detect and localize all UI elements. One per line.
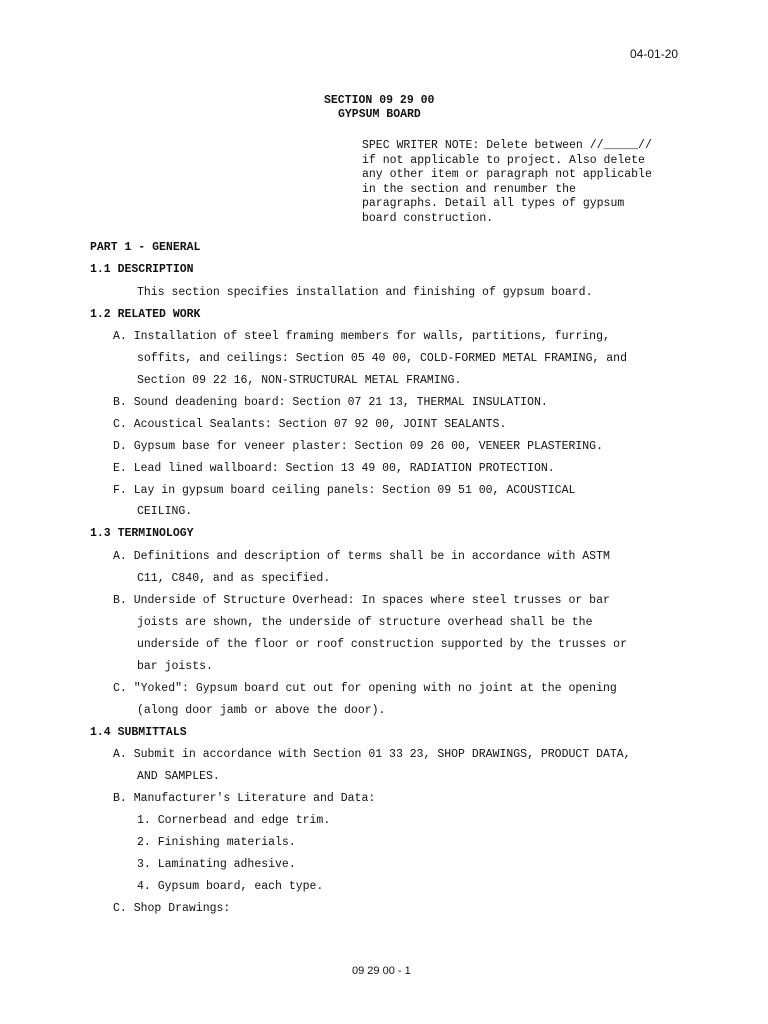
terminology-item-b: B. Underside of Structure Overhead: In spaces where steel trusses or bar <box>113 594 610 607</box>
terminology-item-a: A. Definitions and description of terms shall be in accordance with ASTM <box>113 550 610 563</box>
note-line: if not applicable to project. Also delete <box>362 154 645 167</box>
related-item-a: A. Installation of steel framing members for walls, partitions, furring, <box>113 330 610 343</box>
submittals-item-a-cont: AND SAMPLES. <box>137 770 220 783</box>
terminology-item-a-cont: C11, C840, and as specified. <box>137 572 331 585</box>
heading-description: 1.1 DESCRIPTION <box>90 263 194 276</box>
submittals-subitem: 1. Cornerbead and edge trim. <box>137 814 331 827</box>
related-item-d: D. Gypsum base for veneer plaster: Section 09 26 00, VENEER PLASTERING. <box>113 440 603 453</box>
note-line: SPEC WRITER NOTE: Delete between //_____// <box>362 139 652 152</box>
related-item-e: E. Lead lined wallboard: Section 13 49 00, RADIATION PROTECTION. <box>113 462 555 475</box>
related-item-a-cont: Section 09 22 16, NON-STRUCTURAL METAL FRAMING. <box>137 374 462 387</box>
related-item-f: F. Lay in gypsum board ceiling panels: Section 09 51 00, ACOUSTICAL <box>113 484 576 497</box>
note-line: in the section and renumber the <box>362 183 576 196</box>
submittals-subitem: 2. Finishing materials. <box>137 836 296 849</box>
note-line: board construction. <box>362 212 494 225</box>
heading-related-work: 1.2 RELATED WORK <box>90 308 201 321</box>
section-title: GYPSUM BOARD <box>338 108 421 121</box>
heading-submittals: 1.4 SUBMITTALS <box>90 726 187 739</box>
terminology-item-b-cont: bar joists. <box>137 660 213 673</box>
heading-terminology: 1.3 TERMINOLOGY <box>90 527 194 540</box>
submittals-item-a: A. Submit in accordance with Section 01 33 23, SHOP DRAWINGS, PRODUCT DATA, <box>113 748 631 761</box>
related-item-a-cont: soffits, and ceilings: Section 05 40 00, COLD-FORMED METAL FRAMING, and <box>137 352 627 365</box>
section-number: SECTION 09 29 00 <box>324 94 435 107</box>
note-line: any other item or paragraph not applicable <box>362 168 652 181</box>
part-heading: PART 1 - GENERAL <box>90 241 201 254</box>
submittals-item-b: B. Manufacturer's Literature and Data: <box>113 792 376 805</box>
related-item-b: B. Sound deadening board: Section 07 21 13, THERMAL INSULATION. <box>113 396 548 409</box>
note-line: paragraphs. Detail all types of gypsum <box>362 197 625 210</box>
submittals-subitem: 3. Laminating adhesive. <box>137 858 296 871</box>
submittals-subitem: 4. Gypsum board, each type. <box>137 880 324 893</box>
terminology-item-b-cont: underside of the floor or roof construction supported by the trusses or <box>137 638 627 651</box>
description-text: This section specifies installation and finishing of gypsum board. <box>137 286 593 299</box>
related-item-f-cont: CEILING. <box>137 505 193 518</box>
submittals-item-c: C. Shop Drawings: <box>113 902 231 915</box>
header-date: 04-01-20 <box>630 47 679 61</box>
related-item-c: C. Acoustical Sealants: Section 07 92 00, JOINT SEALANTS. <box>113 418 507 431</box>
terminology-item-c: C. "Yoked": Gypsum board cut out for opening with no joint at the opening <box>113 682 617 695</box>
terminology-item-b-cont: joists are shown, the underside of structure overhead shall be the <box>137 616 593 629</box>
page-footer: 09 29 00 - 1 <box>352 965 411 977</box>
terminology-item-c-cont: (along door jamb or above the door). <box>137 704 386 717</box>
